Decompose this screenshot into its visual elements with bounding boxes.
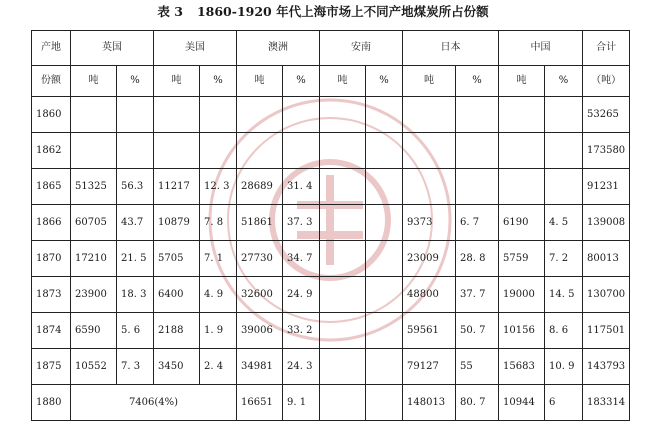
uk-tons-cell: 6590 — [71, 313, 117, 349]
annam-tons-cell — [320, 133, 366, 169]
region-header-us: 美国 — [154, 31, 237, 66]
cn-pct-cell — [545, 133, 583, 169]
header-row-regions — [32, 31, 630, 66]
au-tons-cell — [237, 97, 283, 133]
cn-tons-cell: 10944 — [499, 385, 545, 421]
cn-tons-cell: 6190 — [499, 205, 545, 241]
region-header-au: 澳洲 — [237, 31, 320, 66]
year-cell: 1880 — [32, 385, 71, 421]
region-header-annam: 安南 — [320, 31, 403, 66]
cn-tons-cell: 19000 — [499, 277, 545, 313]
jp-pct-cell: 50. 7 — [456, 313, 499, 349]
ton-header: 吨 — [237, 66, 283, 97]
us-tons-cell: 10879 — [154, 205, 200, 241]
annam-pct-cell — [366, 169, 403, 205]
ton-header: 吨 — [320, 66, 366, 97]
annam-pct-cell — [366, 385, 403, 421]
cn-pct-cell: 14. 5 — [545, 277, 583, 313]
region-header-cn: 中国 — [499, 31, 583, 66]
total-cell: 91231 — [583, 169, 630, 205]
ton-header: 吨 — [71, 66, 117, 97]
uk-pct-cell — [117, 97, 154, 133]
jp-tons-cell — [403, 133, 456, 169]
jp-tons-cell: 48800 — [403, 277, 456, 313]
uk-tons-cell — [71, 97, 117, 133]
jp-tons-cell — [403, 97, 456, 133]
au-pct-cell: 24. 9 — [283, 277, 320, 313]
annam-pct-cell — [366, 205, 403, 241]
uk-tons-cell: 60705 — [71, 205, 117, 241]
ton-header: 吨 — [154, 66, 200, 97]
annam-tons-cell — [320, 205, 366, 241]
caption-number: 表 3 — [157, 4, 183, 19]
au-tons-cell: 32600 — [237, 277, 283, 313]
region-header-jp: 日本 — [403, 31, 499, 66]
us-pct-cell: 12. 3 — [200, 169, 237, 205]
caption-title: 1860-1920 年代上海市场上不同产地煤炭所占份额 — [196, 4, 489, 19]
uk-tons-cell — [71, 133, 117, 169]
table-row — [32, 385, 630, 421]
jp-pct-cell: 37. 7 — [456, 277, 499, 313]
total-cell: 130700 — [583, 277, 630, 313]
au-pct-cell: 33. 2 — [283, 313, 320, 349]
au-tons-cell: 34981 — [237, 349, 283, 385]
annam-tons-cell — [320, 277, 366, 313]
uk-pct-cell: 5. 6 — [117, 313, 154, 349]
cn-pct-cell: 7. 2 — [545, 241, 583, 277]
jp-tons-cell: 79127 — [403, 349, 456, 385]
cn-tons-cell — [499, 133, 545, 169]
annam-pct-cell — [366, 313, 403, 349]
uk-tons-cell: 17210 — [71, 241, 117, 277]
pct-header: % — [456, 66, 499, 97]
cn-pct-cell: 10. 9 — [545, 349, 583, 385]
au-tons-cell: 28689 — [237, 169, 283, 205]
jp-pct-cell: 6. 7 — [456, 205, 499, 241]
cn-pct-cell — [545, 97, 583, 133]
annam-tons-cell — [320, 385, 366, 421]
us-tons-cell — [154, 133, 200, 169]
coal-share-table — [31, 30, 630, 421]
us-pct-cell — [200, 97, 237, 133]
us-tons-cell: 3450 — [154, 349, 200, 385]
au-pct-cell: 37. 3 — [283, 205, 320, 241]
annam-tons-cell — [320, 241, 366, 277]
cn-pct-cell: 8. 6 — [545, 313, 583, 349]
uk-pct-cell: 43.7 — [117, 205, 154, 241]
table-row — [32, 97, 630, 133]
table-row — [32, 133, 630, 169]
year-cell: 1866 — [32, 205, 71, 241]
year-cell: 1873 — [32, 277, 71, 313]
us-pct-cell: 7. 1 — [200, 241, 237, 277]
pct-header: % — [366, 66, 403, 97]
uk-pct-cell — [117, 133, 154, 169]
share-header: 份额 — [32, 66, 71, 97]
table-caption — [0, 2, 646, 20]
total-cell: 117501 — [583, 313, 630, 349]
total-cell: 139008 — [583, 205, 630, 241]
cn-pct-cell: 4. 5 — [545, 205, 583, 241]
total-cell: 183314 — [583, 385, 630, 421]
annam-pct-cell — [366, 277, 403, 313]
header-row-units — [32, 66, 630, 97]
uk-us-merged-cell: 7406(4%) — [71, 385, 237, 421]
region-header-uk: 英国 — [71, 31, 154, 66]
jp-tons-cell: 9373 — [403, 205, 456, 241]
table-row — [32, 169, 630, 205]
origin-header: 产地 — [32, 31, 71, 66]
jp-pct-cell: 55 — [456, 349, 499, 385]
year-cell: 1870 — [32, 241, 71, 277]
jp-pct-cell — [456, 133, 499, 169]
annam-tons-cell — [320, 169, 366, 205]
us-pct-cell: 1. 9 — [200, 313, 237, 349]
table-row — [32, 349, 630, 385]
au-pct-cell: 9. 1 — [283, 385, 320, 421]
jp-pct-cell — [456, 97, 499, 133]
au-pct-cell — [283, 133, 320, 169]
au-tons-cell: 16651 — [237, 385, 283, 421]
pct-header: % — [200, 66, 237, 97]
annam-pct-cell — [366, 349, 403, 385]
table-row — [32, 205, 630, 241]
cn-tons-cell: 10156 — [499, 313, 545, 349]
cn-pct-cell: 6 — [545, 385, 583, 421]
annam-tons-cell — [320, 97, 366, 133]
table-row — [32, 313, 630, 349]
total-header: 合计 — [583, 31, 630, 66]
jp-pct-cell: 28. 8 — [456, 241, 499, 277]
cn-tons-cell — [499, 169, 545, 205]
total-unit-header: （吨） — [583, 66, 630, 97]
total-cell: 80013 — [583, 241, 630, 277]
au-tons-cell — [237, 133, 283, 169]
au-pct-cell: 34. 7 — [283, 241, 320, 277]
cn-tons-cell: 5759 — [499, 241, 545, 277]
jp-pct-cell — [456, 169, 499, 205]
au-tons-cell: 51861 — [237, 205, 283, 241]
au-pct-cell — [283, 97, 320, 133]
table-row — [32, 241, 630, 277]
cn-pct-cell — [545, 169, 583, 205]
annam-tons-cell — [320, 313, 366, 349]
year-cell: 1862 — [32, 133, 71, 169]
us-tons-cell: 6400 — [154, 277, 200, 313]
ton-header: 吨 — [499, 66, 545, 97]
annam-tons-cell — [320, 349, 366, 385]
uk-pct-cell: 18. 3 — [117, 277, 154, 313]
uk-tons-cell: 51325 — [71, 169, 117, 205]
us-tons-cell: 5705 — [154, 241, 200, 277]
uk-tons-cell: 10552 — [71, 349, 117, 385]
cn-tons-cell: 15683 — [499, 349, 545, 385]
jp-tons-cell: 59561 — [403, 313, 456, 349]
total-cell: 53265 — [583, 97, 630, 133]
table-row — [32, 277, 630, 313]
us-tons-cell: 2188 — [154, 313, 200, 349]
us-pct-cell: 7. 8 — [200, 205, 237, 241]
jp-tons-cell: 148013 — [403, 385, 456, 421]
pct-header: % — [545, 66, 583, 97]
year-cell: 1865 — [32, 169, 71, 205]
au-pct-cell: 24. 3 — [283, 349, 320, 385]
jp-pct-cell: 80. 7 — [456, 385, 499, 421]
au-tons-cell: 39006 — [237, 313, 283, 349]
au-tons-cell: 27730 — [237, 241, 283, 277]
au-pct-cell: 31. 4 — [283, 169, 320, 205]
cn-tons-cell — [499, 97, 545, 133]
us-pct-cell: 4. 9 — [200, 277, 237, 313]
us-pct-cell: 2. 4 — [200, 349, 237, 385]
total-cell: 173580 — [583, 133, 630, 169]
uk-pct-cell: 7. 3 — [117, 349, 154, 385]
us-pct-cell — [200, 133, 237, 169]
pct-header: % — [117, 66, 154, 97]
year-cell: 1860 — [32, 97, 71, 133]
uk-tons-cell: 23900 — [71, 277, 117, 313]
jp-tons-cell: 23009 — [403, 241, 456, 277]
annam-pct-cell — [366, 97, 403, 133]
jp-tons-cell — [403, 169, 456, 205]
uk-pct-cell: 56.3 — [117, 169, 154, 205]
us-tons-cell: 11217 — [154, 169, 200, 205]
year-cell: 1875 — [32, 349, 71, 385]
annam-pct-cell — [366, 133, 403, 169]
total-cell: 143793 — [583, 349, 630, 385]
pct-header: % — [283, 66, 320, 97]
uk-pct-cell: 21. 5 — [117, 241, 154, 277]
ton-header: 吨 — [403, 66, 456, 97]
us-tons-cell — [154, 97, 200, 133]
year-cell: 1874 — [32, 313, 71, 349]
annam-pct-cell — [366, 241, 403, 277]
